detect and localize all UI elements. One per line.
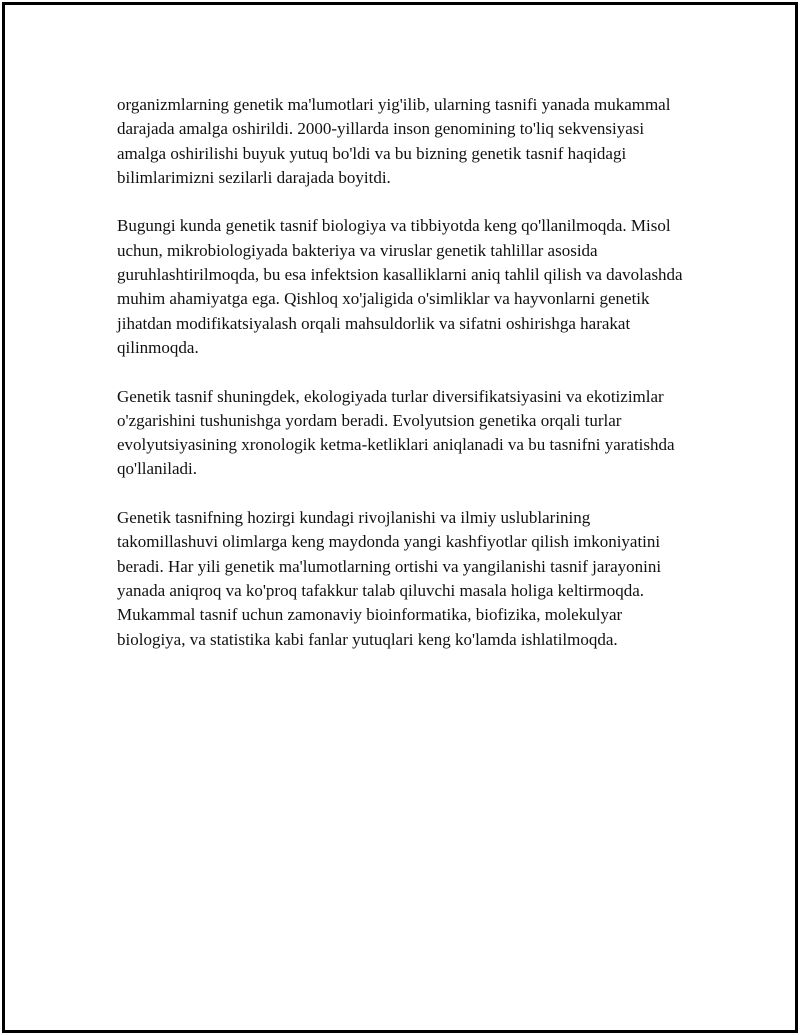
paragraph-4: Genetik tasnifning hozirgi kundagi rivojlanishi va ilmiy uslublarining takomillashuvi olimlarga keng maydonda yangi kashfiyotlar qilish imkoniyatini beradi. Har yili genetik ma'lumotlarning ortishi va yangilanishi tasnif jarayonini yanada aniqroq va ko'proq tafakkur talab qiluvchi masala holiga keltirmoqda. Mukammal tasnif uchun zamonaviy bioinformatika, biofizika, molekulyar biologiya, va statistika kabi fanlar yutuqlari keng ko'lamda ishlatilmoqda. [117,508,662,649]
paragraph-3: Genetik tasnif shuningdek, ekologiyada turlar diversifikatsiyasini va ekotizimlar o'zgarishini tushunishga yordam beradi. Evolyutsion genetika orqali turlar evolyutsiyasining xronologik ketma-ketliklari aniqlanadi va bu tasnifni yaratishda qo'llaniladi. [117,386,675,479]
paragraph-2: Bugungi kunda genetik tasnif biologiya va tibbiyotda keng qo'llanilmoqda. Misol uchun, mikrobiologiyada bakteriya va viruslar genetik tahlillar asosida guruhlashtirilmoqda, bu esa infektsion kasalliklarni aniq tahlil qilish va davolashda muhim ahamiyatga ega. Qishloq xo'jaligida o'simliklar va hayvonlarni genetik jihatdan modifikatsiyalash orqali mahsuldorlik va sifatni oshirishga harakat qilinmoqda. [117,216,683,357]
paragraph-1: organizmlarning genetik ma'lumotlari yig'ilib, ularning tasnifi yanada mukammal darajada amalga oshirildi. 2000-yillarda inson genomining to'liq sekvensiyasi amalga oshirilishi buyuk yutuq bo'ldi va bu bizning genetik tasnif haqidagi bilimlarimizni sezilarli darajada boyitdi. [117,95,671,187]
document-body [117,93,692,676]
